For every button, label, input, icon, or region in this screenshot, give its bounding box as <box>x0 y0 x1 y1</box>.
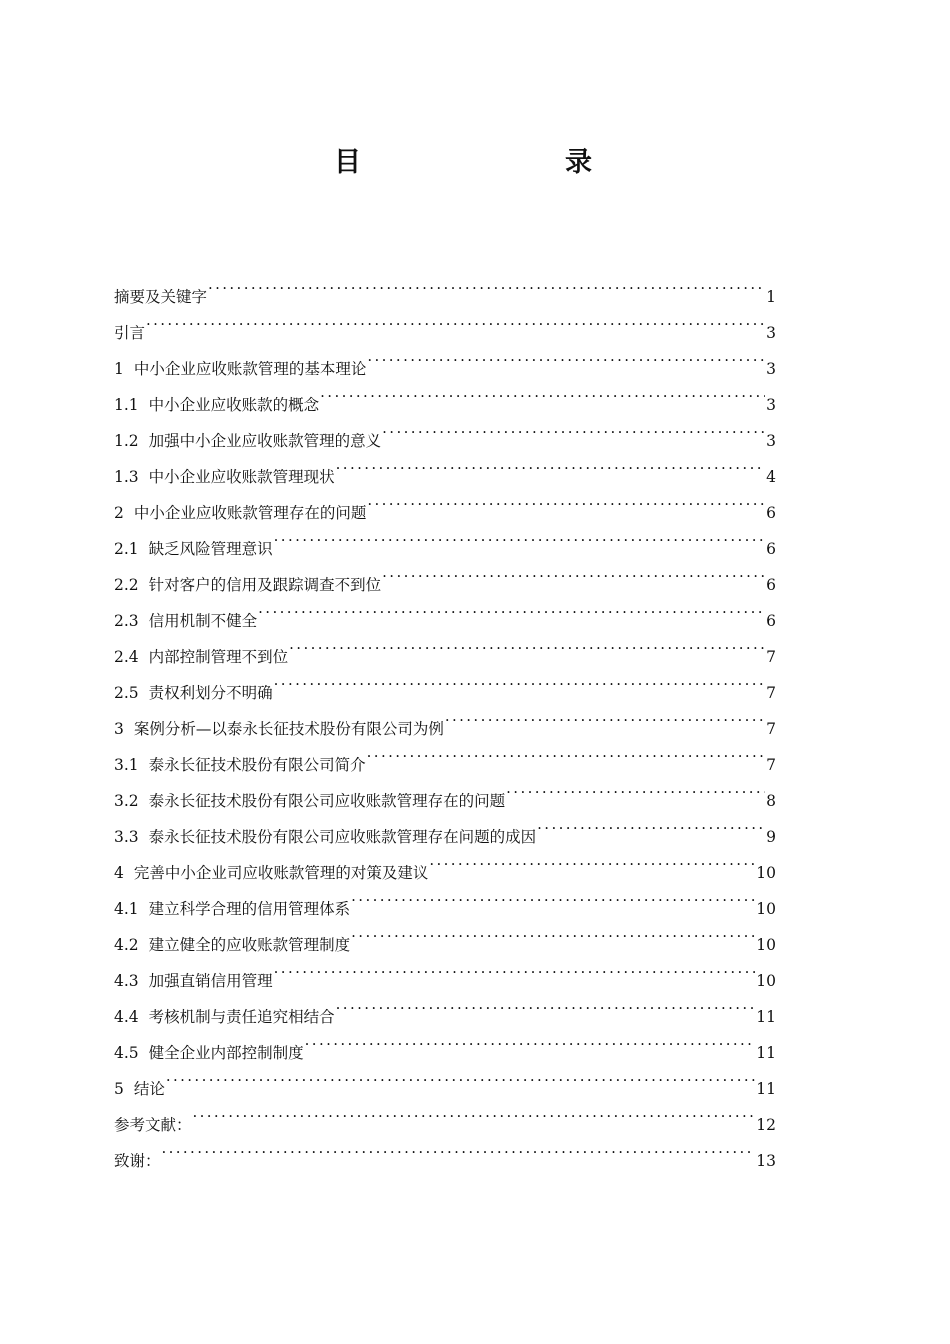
toc-dot-leader <box>166 1058 755 1094</box>
toc-page-number: 10 <box>756 900 776 918</box>
toc-entry-number: 5 <box>114 1080 124 1098</box>
toc-entry-number: 2.3 <box>114 612 139 630</box>
toc-page-number: 6 <box>766 612 776 630</box>
toc-page-number: 6 <box>766 576 776 594</box>
toc-entry-number: 1.2 <box>114 432 139 450</box>
toc-entry-number: 4.3 <box>114 972 139 990</box>
toc-dot-leader <box>537 806 765 842</box>
toc-dot-leader <box>146 302 765 338</box>
table-of-contents <box>114 266 776 1170</box>
toc-entry-title: 加强中小企业应收账款管理的意义 <box>148 432 382 450</box>
toc-entry-title: 健全企业内部控制制度 <box>148 1044 304 1062</box>
toc-entry-number: 2.5 <box>114 684 139 702</box>
toc-page-number: 13 <box>756 1152 776 1170</box>
toc-entry-number: 2 <box>114 504 124 522</box>
toc-dot-leader <box>305 1022 756 1058</box>
toc-page-number: 10 <box>756 972 776 990</box>
toc-entry[interactable] <box>114 1094 776 1134</box>
page-title: 目 录 <box>334 147 642 178</box>
toc-page-number: 1 <box>766 288 776 306</box>
toc-entry-title: 泰永长征技术股份有限公司应收账款管理存在问题的成因 <box>148 828 537 846</box>
toc-dot-leader <box>336 986 756 1022</box>
toc-entry[interactable] <box>114 1130 776 1170</box>
toc-page-number: 10 <box>756 864 776 882</box>
toc-dot-leader <box>274 662 765 698</box>
toc-dot-leader <box>351 914 755 950</box>
toc-entry-number: 1 <box>114 360 124 378</box>
toc-dot-leader <box>367 734 765 770</box>
toc-entry-number: 2.2 <box>114 576 139 594</box>
toc-page-number: 8 <box>766 792 776 810</box>
toc-dot-leader <box>274 518 765 554</box>
toc-dot-leader <box>289 626 765 662</box>
toc-entry-title: 中小企业应收账款的概念 <box>148 396 320 414</box>
toc-entry-title: 建立科学合理的信用管理体系 <box>148 900 351 918</box>
toc-dot-leader <box>445 698 765 734</box>
toc-page-number: 4 <box>766 468 776 486</box>
toc-entry-title: 针对客户的信用及跟踪调查不到位 <box>148 576 382 594</box>
toc-page-number: 3 <box>766 360 776 378</box>
toc-entry-title: 案例分析—以泰永长征技术股份有限公司为例 <box>133 720 444 738</box>
toc-page-number: 6 <box>766 504 776 522</box>
toc-entry[interactable] <box>114 266 776 306</box>
toc-entry-number: 1.1 <box>114 396 139 414</box>
toc-entry-title: 致谢： <box>114 1152 161 1170</box>
toc-entry-title: 建立健全的应收账款管理制度 <box>148 936 351 954</box>
toc-entry-number: 2.1 <box>114 540 139 558</box>
toc-page-number: 7 <box>766 684 776 702</box>
toc-entry-title: 内部控制管理不到位 <box>148 648 289 666</box>
toc-entry-number: 3 <box>114 720 124 738</box>
toc-entry-number: 3.1 <box>114 756 139 774</box>
toc-dot-leader <box>382 410 765 446</box>
toc-dot-leader <box>193 1094 756 1130</box>
toc-dot-leader <box>274 950 756 986</box>
toc-entry-number: 4.1 <box>114 900 139 918</box>
toc-page-number: 11 <box>756 1008 776 1026</box>
toc-page-number: 11 <box>756 1044 776 1062</box>
toc-dot-leader <box>367 338 765 374</box>
toc-entry[interactable] <box>114 1058 776 1098</box>
toc-dot-leader <box>367 482 765 518</box>
toc-entry-title: 参考文献： <box>114 1116 192 1134</box>
toc-dot-leader <box>320 374 765 410</box>
toc-entry-number: 3.3 <box>114 828 139 846</box>
toc-entry-title: 信用机制不健全 <box>148 612 258 630</box>
toc-entry-number: 4.5 <box>114 1044 139 1062</box>
toc-entry[interactable] <box>114 302 776 342</box>
toc-dot-leader <box>382 554 765 590</box>
toc-entry-title: 中小企业应收账款管理存在的问题 <box>133 504 367 522</box>
toc-entry-title: 中小企业应收账款管理的基本理论 <box>133 360 367 378</box>
toc-entry-title: 结论 <box>133 1080 165 1098</box>
toc-page-number: 9 <box>766 828 776 846</box>
toc-entry-title: 泰永长征技术股份有限公司应收账款管理存在的问题 <box>148 792 506 810</box>
toc-page-number: 7 <box>766 720 776 738</box>
toc-page-number: 6 <box>766 540 776 558</box>
toc-dot-leader <box>208 266 765 302</box>
toc-page-number: 12 <box>756 1116 776 1134</box>
toc-entry-title: 考核机制与责任追究相结合 <box>148 1008 335 1026</box>
toc-page-number: 3 <box>766 324 776 342</box>
toc-dot-leader <box>162 1130 756 1166</box>
toc-page-number: 11 <box>756 1080 776 1098</box>
toc-dot-leader <box>258 590 765 626</box>
toc-dot-leader <box>429 842 755 878</box>
toc-entry-number: 4.2 <box>114 936 139 954</box>
toc-entry-title: 摘要及关键字 <box>114 288 208 306</box>
toc-page-number: 3 <box>766 432 776 450</box>
toc-page-number: 7 <box>766 648 776 666</box>
toc-entry-title: 加强直销信用管理 <box>148 972 273 990</box>
toc-entry-title: 泰永长征技术股份有限公司简介 <box>148 756 366 774</box>
toc-entry-title: 完善中小企业司应收账款管理的对策及建议 <box>133 864 429 882</box>
toc-entry-title: 缺乏风险管理意识 <box>148 540 273 558</box>
toc-entry-number: 3.2 <box>114 792 139 810</box>
toc-entry-number: 1.3 <box>114 468 139 486</box>
toc-dot-leader <box>336 446 765 482</box>
toc-entry[interactable] <box>114 338 776 378</box>
toc-entry-title: 责权利划分不明确 <box>148 684 273 702</box>
toc-entry-number: 4.4 <box>114 1008 139 1026</box>
toc-page-number: 7 <box>766 756 776 774</box>
toc-entry-number: 2.4 <box>114 648 139 666</box>
toc-entry-title: 引言 <box>114 324 146 342</box>
toc-entry-title: 中小企业应收账款管理现状 <box>148 468 335 486</box>
toc-page-number: 10 <box>756 936 776 954</box>
toc-dot-leader <box>506 770 765 806</box>
toc-dot-leader <box>351 878 755 914</box>
toc-entry-number: 4 <box>114 864 124 882</box>
toc-page-number: 3 <box>766 396 776 414</box>
